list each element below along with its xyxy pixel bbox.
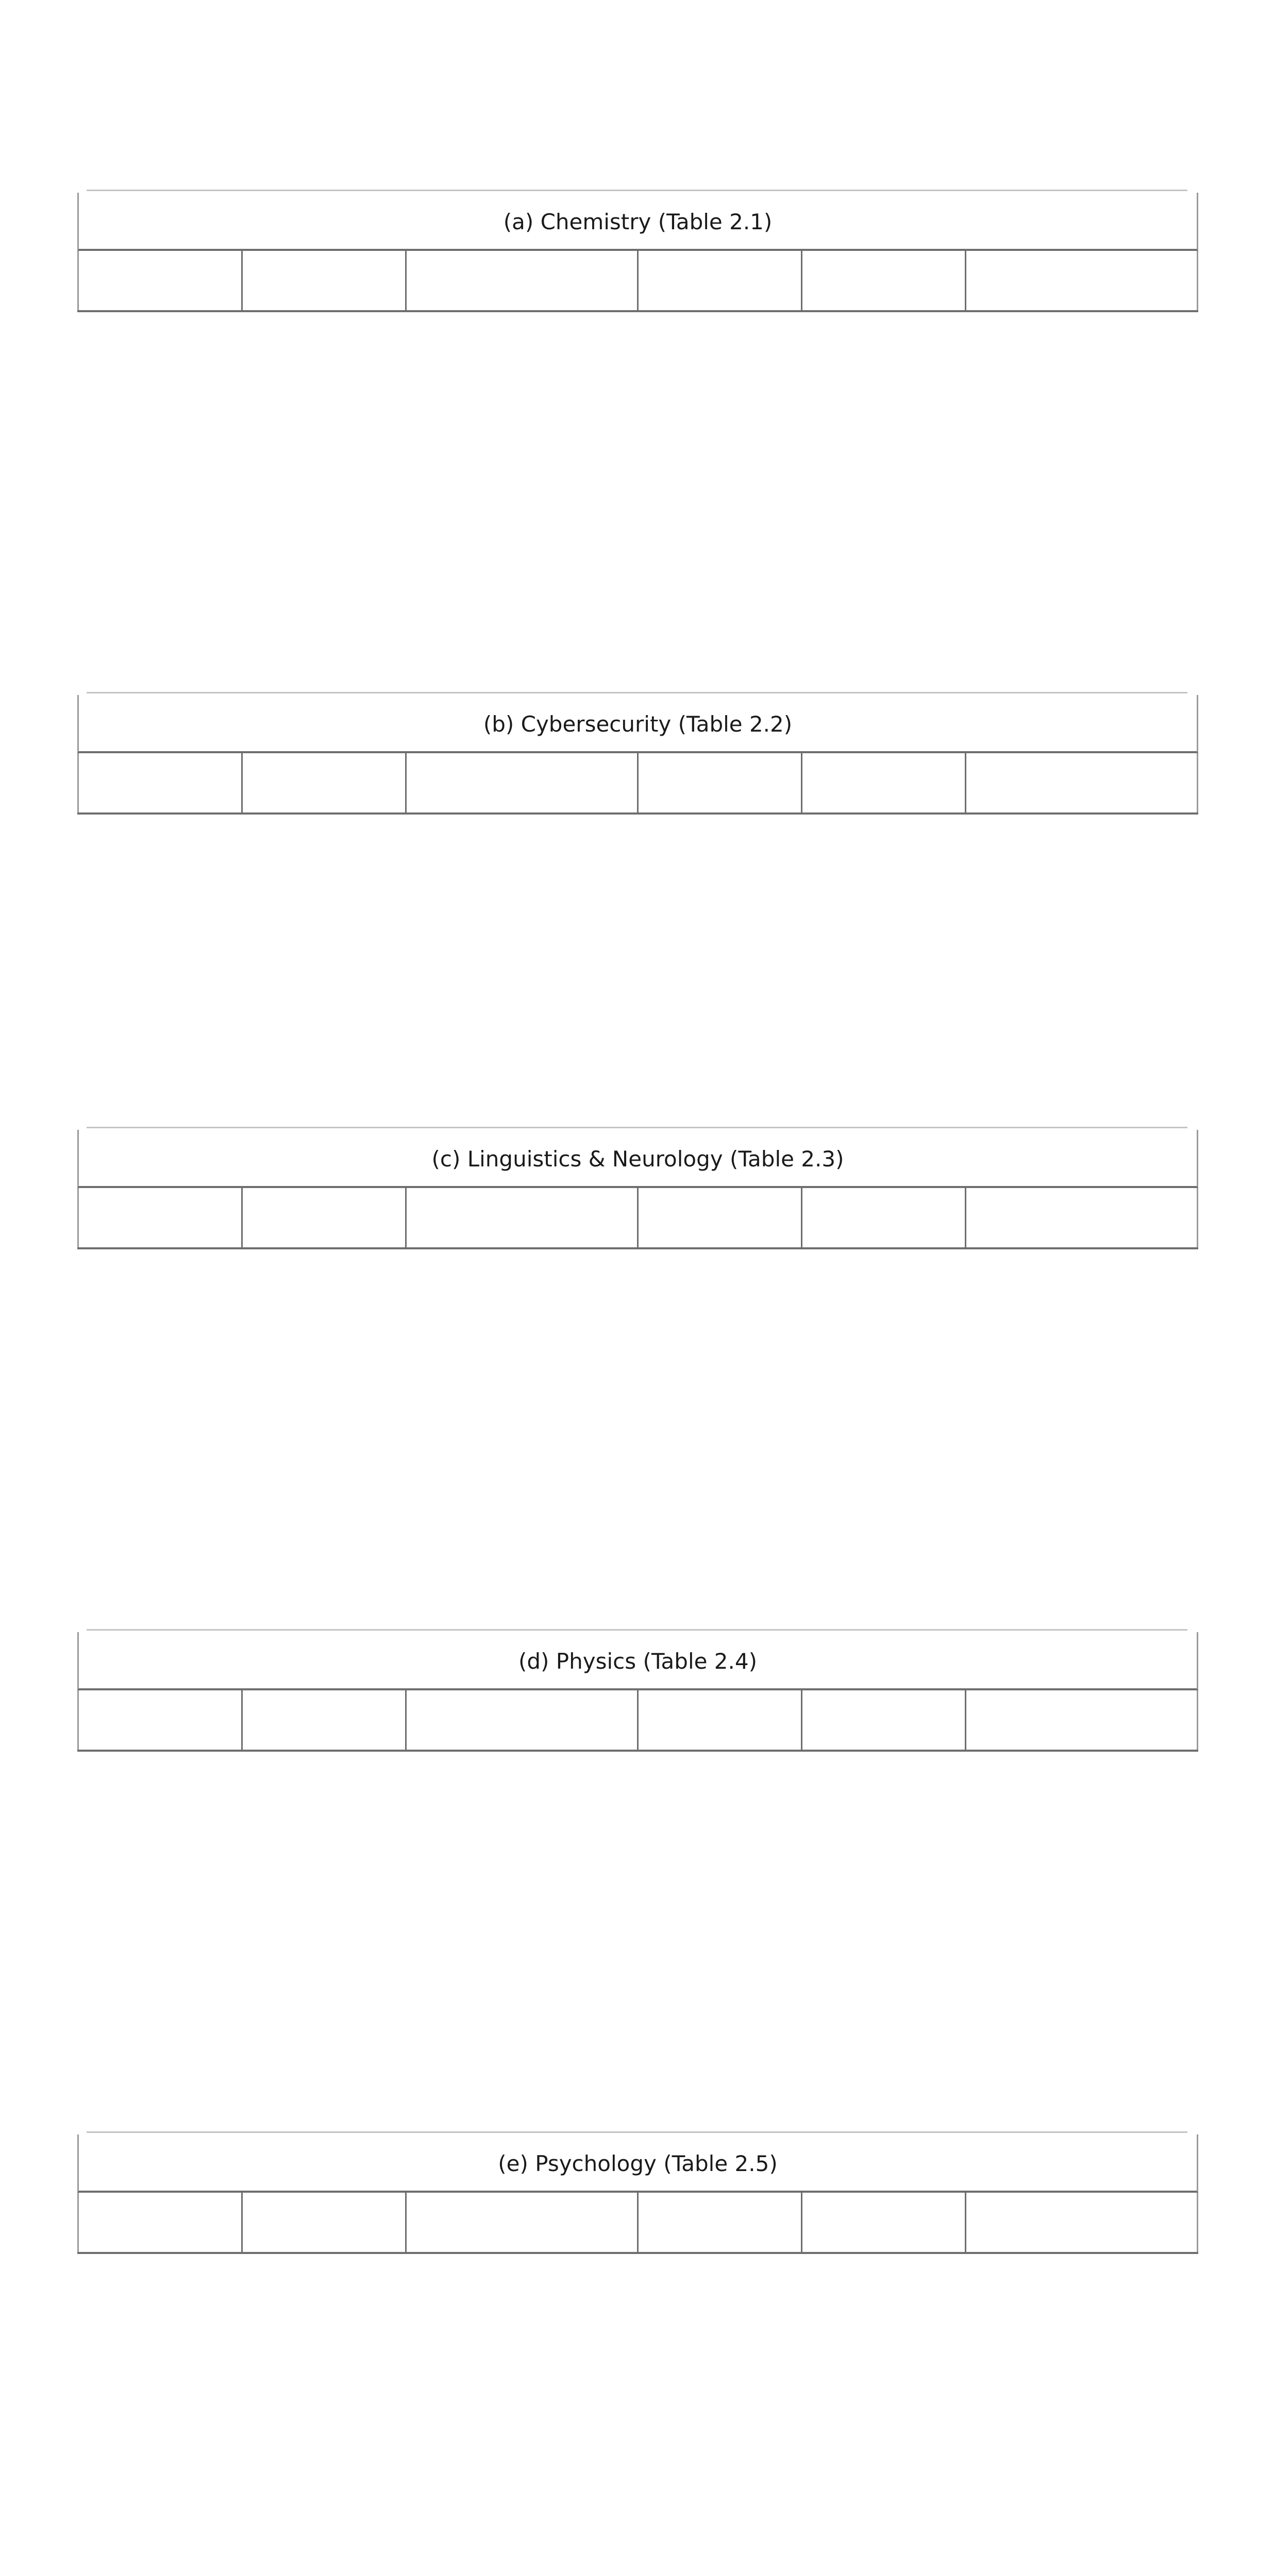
table-cell bbox=[406, 251, 638, 311]
top-rule bbox=[87, 692, 1187, 693]
table-cell bbox=[78, 1690, 242, 1751]
table-cell bbox=[966, 251, 1198, 311]
table-cell bbox=[242, 251, 406, 311]
table-row bbox=[78, 1690, 1198, 1751]
table-cell bbox=[78, 251, 242, 311]
table-cell bbox=[406, 1690, 638, 1751]
table-cell bbox=[78, 2193, 242, 2253]
table-cell bbox=[406, 753, 638, 814]
table-cell bbox=[242, 1188, 406, 1248]
table-cell bbox=[638, 2193, 802, 2253]
table-cell bbox=[242, 753, 406, 814]
table-cybersecurity bbox=[77, 695, 1198, 815]
table-cell bbox=[638, 1690, 802, 1751]
top-rule bbox=[87, 1127, 1187, 1128]
table-cell bbox=[966, 1690, 1198, 1751]
table-cell bbox=[802, 1690, 966, 1751]
table-cell bbox=[638, 251, 802, 311]
table-cell bbox=[802, 1188, 966, 1248]
table-cell bbox=[802, 2193, 966, 2253]
table-cell bbox=[638, 753, 802, 814]
table-cell bbox=[406, 2193, 638, 2253]
table-cell bbox=[242, 2193, 406, 2253]
table-caption: (a) Chemistry (Table 2.1) bbox=[77, 193, 1198, 251]
table-row bbox=[78, 2193, 1198, 2253]
table-caption: (c) Linguistics & Neurology (Table 2.3) bbox=[77, 1130, 1198, 1188]
table-cell bbox=[966, 2193, 1198, 2253]
table-cell bbox=[242, 1690, 406, 1751]
table-cell bbox=[78, 1188, 242, 1248]
table-cell bbox=[78, 753, 242, 814]
table-row bbox=[78, 753, 1198, 814]
table-cell bbox=[406, 1188, 638, 1248]
table-row bbox=[78, 251, 1198, 311]
top-rule bbox=[87, 190, 1187, 191]
table-caption: (d) Physics (Table 2.4) bbox=[77, 1632, 1198, 1690]
table-linguistics-neurology bbox=[77, 1130, 1198, 1249]
table-psychology bbox=[77, 2134, 1198, 2254]
table-cell bbox=[966, 753, 1198, 814]
top-rule bbox=[87, 2131, 1187, 2133]
table-cell bbox=[802, 251, 966, 311]
table-chemistry bbox=[77, 193, 1198, 312]
table-physics bbox=[77, 1632, 1198, 1752]
table-row bbox=[78, 1188, 1198, 1248]
table-caption: (b) Cybersecurity (Table 2.2) bbox=[77, 695, 1198, 753]
table-cell bbox=[638, 1188, 802, 1248]
top-rule bbox=[87, 1629, 1187, 1631]
table-cell bbox=[966, 1188, 1198, 1248]
table-cell bbox=[802, 753, 966, 814]
table-caption: (e) Psychology (Table 2.5) bbox=[77, 2134, 1198, 2193]
